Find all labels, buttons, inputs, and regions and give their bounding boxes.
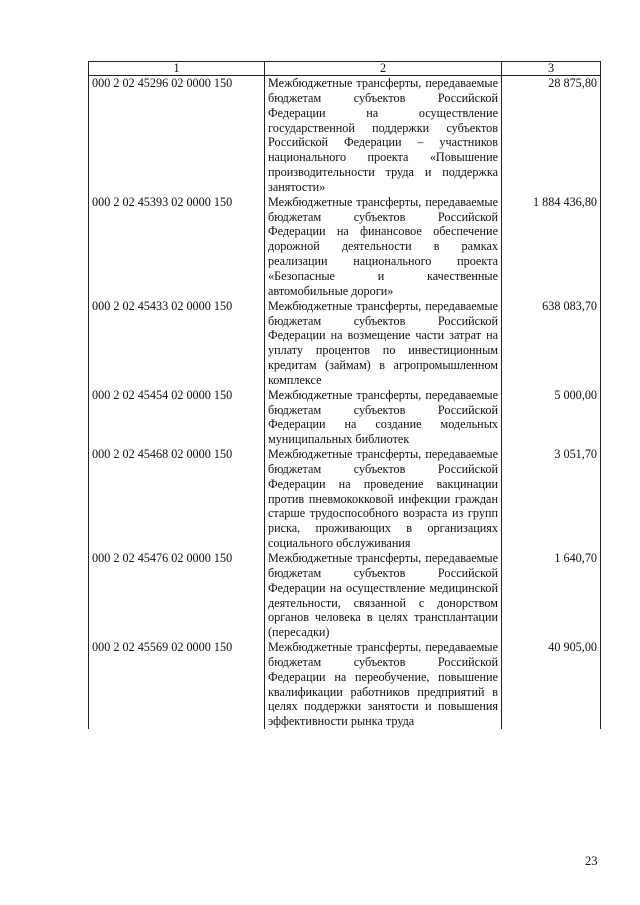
row-amount: 3 051,70 bbox=[502, 447, 601, 551]
header-col-2: 2 bbox=[265, 62, 502, 76]
row-amount: 1 640,70 bbox=[502, 551, 601, 640]
budget-code: 000 2 02 45476 02 0000 150 bbox=[89, 551, 265, 640]
row-amount: 28 875,80 bbox=[502, 76, 601, 195]
row-description: Межбюджетные трансферты, передаваемые бюджетам субъектов Российской Федерации на переобучение, повышение квалификации работников предприятий в целях поддержки занятости и повышения эффективности рынка труда bbox=[265, 640, 502, 729]
header-col-1: 1 bbox=[89, 62, 265, 76]
budget-code: 000 2 02 45468 02 0000 150 bbox=[89, 447, 265, 551]
table-row bbox=[89, 388, 601, 447]
row-description: Межбюджетные трансферты, передаваемые бюджетам субъектов Российской Федерации на финансовое обеспечение дорожной деятельности в рамках реализации национального проекта «Безопасные и качественные автомобильные дороги» bbox=[265, 195, 502, 299]
table-row bbox=[89, 447, 601, 551]
row-description: Межбюджетные трансферты, передаваемые бюджетам субъектов Российской Федерации на создание модельных муниципальных библиотек bbox=[265, 388, 502, 447]
table-row bbox=[89, 640, 601, 729]
row-description: Межбюджетные трансферты, передаваемые бюджетам субъектов Российской Федерации на осуществление медицинской деятельности, связанной с донорством органов человека в целях трансплантации (пересадки) bbox=[265, 551, 502, 640]
table-row bbox=[89, 551, 601, 640]
table-row bbox=[89, 299, 601, 388]
page-number: 23 bbox=[585, 854, 598, 868]
row-description: Межбюджетные трансферты, передаваемые бюджетам субъектов Российской Федерации на проведение вакцинации против пневмококковой инфекции граждан старше трудоспособного возраста из групп риска, проживающих в организациях социального обслуживания bbox=[265, 447, 502, 551]
budget-code: 000 2 02 45569 02 0000 150 bbox=[89, 640, 265, 729]
budget-table bbox=[88, 61, 601, 729]
budget-code: 000 2 02 45454 02 0000 150 bbox=[89, 388, 265, 447]
table-row bbox=[89, 76, 601, 195]
row-description: Межбюджетные трансферты, передаваемые бюджетам субъектов Российской Федерации на осуществление государственной поддержки субъектов Российской Федерации – участников национального проекта «Повышение производительности труда и поддержка занятости» bbox=[265, 76, 502, 195]
budget-code: 000 2 02 45433 02 0000 150 bbox=[89, 299, 265, 388]
row-description: Межбюджетные трансферты, передаваемые бюджетам субъектов Российской Федерации на возмещение части затрат на уплату процентов по инвестиционным кредитам (займам) в агропромышленном комплексе bbox=[265, 299, 502, 388]
row-amount: 40 905,00 bbox=[502, 640, 601, 729]
header-col-3: 3 bbox=[502, 62, 601, 76]
budget-code: 000 2 02 45296 02 0000 150 bbox=[89, 76, 265, 195]
table-header-row bbox=[89, 62, 601, 76]
table-row bbox=[89, 195, 601, 299]
row-amount: 1 884 436,80 bbox=[502, 195, 601, 299]
budget-code: 000 2 02 45393 02 0000 150 bbox=[89, 195, 265, 299]
row-amount: 5 000,00 bbox=[502, 388, 601, 447]
row-amount: 638 083,70 bbox=[502, 299, 601, 388]
